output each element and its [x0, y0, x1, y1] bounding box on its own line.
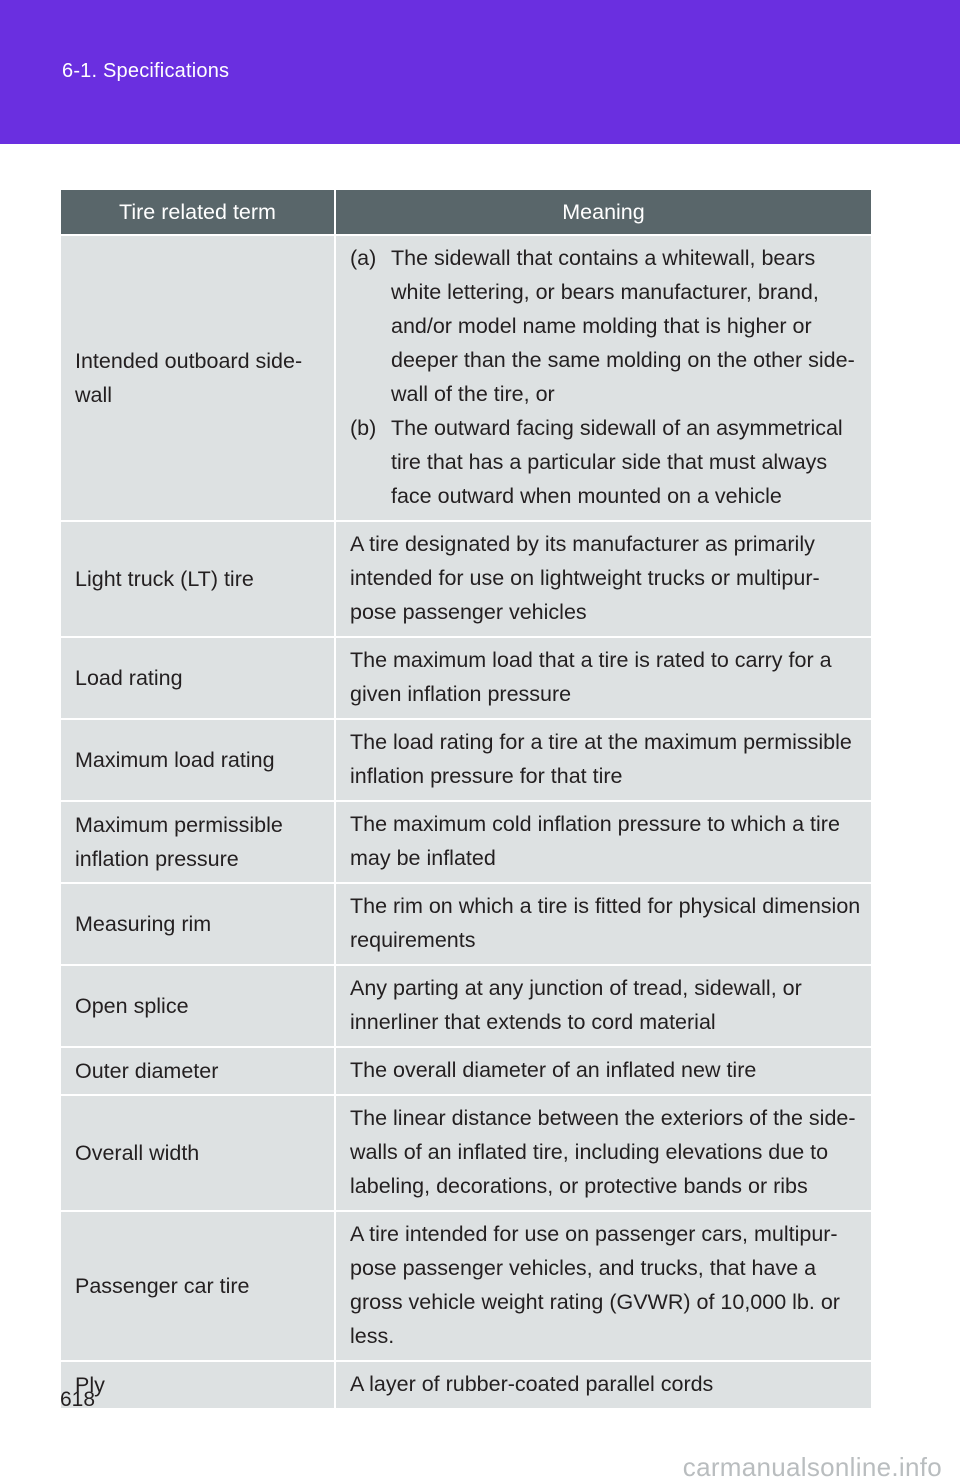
meaning-cell: The linear distance between the exteriors of the side-walls of an inflated tire, including elevations due to labeling, decorations, or protective bands or ribs — [335, 1095, 871, 1211]
meaning-cell: The overall diameter of an inflated new tire — [335, 1047, 871, 1095]
term-cell: Overall width — [61, 1095, 335, 1211]
meaning-sub-item — [350, 241, 865, 411]
column-header-meaning: Meaning — [335, 190, 871, 235]
term-cell: Light truck (LT) tire — [61, 521, 335, 637]
table-row — [61, 1095, 871, 1211]
table-row — [61, 637, 871, 719]
meaning-sub-item — [350, 411, 865, 513]
table-row — [61, 235, 871, 521]
table-row — [61, 1361, 871, 1408]
term-text: Intended outboard side-wall — [75, 349, 303, 407]
meaning-cell: The rim on which a tire is fitted for physical dimension requirements — [335, 883, 871, 965]
table-row — [61, 1211, 871, 1361]
term-cell: Ply — [61, 1361, 335, 1408]
table-row — [61, 521, 871, 637]
tire-terms-table — [61, 190, 871, 1408]
table-row — [61, 1047, 871, 1095]
meaning-cell: Any parting at any junction of tread, sidewall, or innerliner that extends to cord material — [335, 965, 871, 1047]
term-cell: Measuring rim — [61, 883, 335, 965]
meaning-cell: The maximum cold inflation pressure to which a tire may be inflated — [335, 801, 871, 883]
table-row — [61, 965, 871, 1047]
table-row — [61, 883, 871, 965]
column-header-term: Tire related term — [61, 190, 335, 235]
term-cell: Passenger car tire — [61, 1211, 335, 1361]
term-cell: Load rating — [61, 637, 335, 719]
term-cell: Outer diameter — [61, 1047, 335, 1095]
sub-item-label: (b) — [350, 416, 377, 440]
term-cell: Maximum load rating — [61, 719, 335, 801]
term-cell — [61, 235, 335, 521]
meaning-cell: The maximum load that a tire is rated to carry for a given inflation pressure — [335, 637, 871, 719]
table-header-row — [61, 190, 871, 235]
term-cell: Open splice — [61, 965, 335, 1047]
meaning-cell: A tire designated by its manufacturer as primarily intended for use on lightweight trucks or multipur-pose passenger vehicles — [335, 521, 871, 637]
sub-item-label: (a) — [350, 246, 377, 270]
sub-item-text: The sidewall that contains a whitewall, bears white lettering, or bears manufacturer, brand, and/or model name molding that is higher or deeper than the same molding on the other side-wall of the tire, or — [391, 246, 855, 406]
meaning-cell: A layer of rubber-coated parallel cords — [335, 1361, 871, 1408]
section-title: 6-1. Specifications — [62, 60, 230, 82]
page-number: 618 — [60, 1388, 96, 1411]
table-row — [61, 719, 871, 801]
table-row — [61, 801, 871, 883]
watermark: carmanualsonline.info — [682, 1452, 942, 1482]
meaning-cell: The load rating for a tire at the maximum permissible inflation pressure for that tire — [335, 719, 871, 801]
meaning-cell: A tire intended for use on passenger cars, multipur-pose passenger vehicles, and trucks, that have a gross vehicle weight rating (GVWR) of 10,000 lb. or less. — [335, 1211, 871, 1361]
meaning-cell — [335, 235, 871, 521]
term-cell: Maximum permissible inflation pressure — [61, 801, 335, 883]
sub-item-text: The outward facing sidewall of an asymmetrical tire that has a particular side that must always face outward when mounted on a vehicle — [391, 416, 843, 508]
